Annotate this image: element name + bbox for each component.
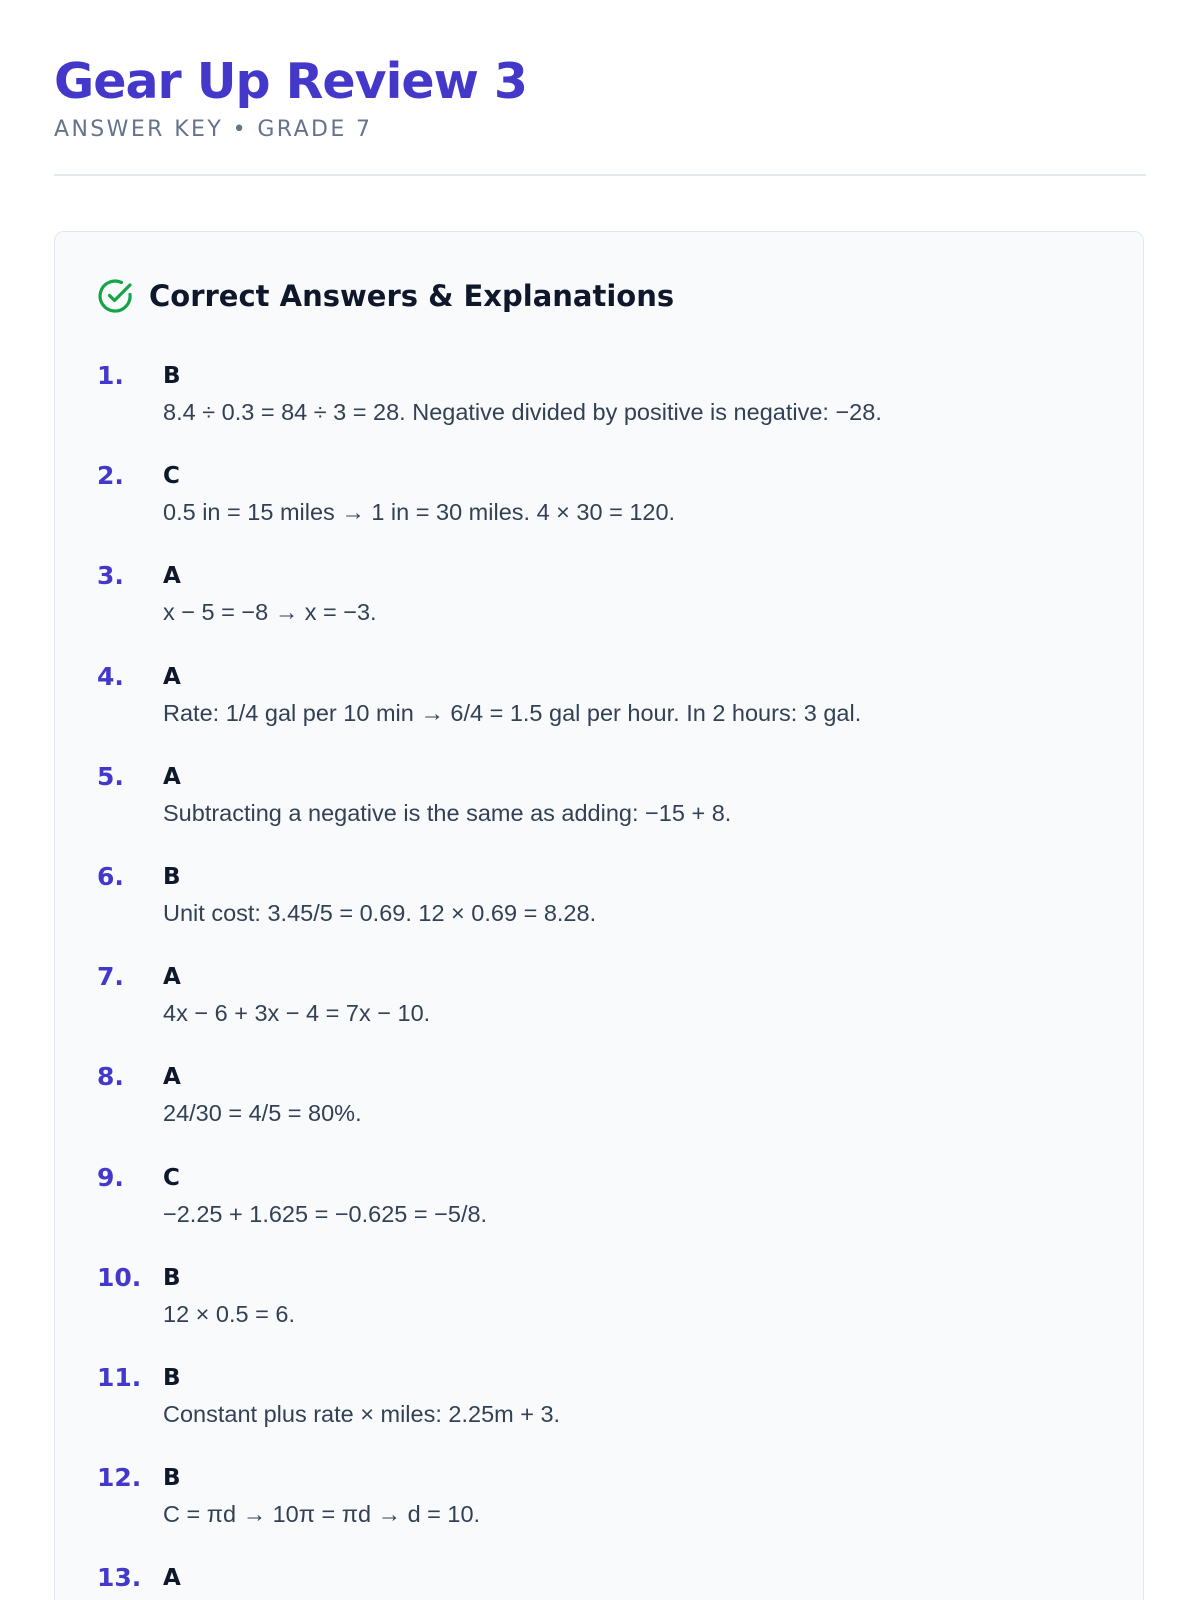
answer-item xyxy=(97,861,1107,961)
answer-item xyxy=(97,661,1107,761)
answer-letter: A xyxy=(163,763,181,790)
answer-number: 4. xyxy=(97,661,124,691)
answer-item xyxy=(97,761,1107,861)
answer-explanation: Rate: 1/4 gal per 10 min → 6/4 = 1.5 gal per hour. In 2 hours: 3 gal. xyxy=(163,699,862,726)
page-title: Gear Up Review 3 xyxy=(54,53,528,110)
answer-number: 10. xyxy=(97,1262,142,1292)
answer-explanation: Subtracting a negative is the same as adding: −15 + 8. xyxy=(163,799,732,826)
answer-explanation: Constant plus rate × miles: 2.25m + 3. xyxy=(163,1401,561,1427)
answer-letter: A xyxy=(163,563,181,590)
answer-item xyxy=(97,961,1107,1061)
page-subtitle: ANSWER KEY • GRADE 7 xyxy=(54,117,373,142)
answer-explanation: 0.5 in = 15 miles → 1 in = 30 miles. 4 × 30 = 120. xyxy=(163,499,676,526)
answer-explanation: x − 5 = −8 → x = −3. xyxy=(163,599,377,626)
answer-explanation: C = πd → 10π = πd → d = 10. xyxy=(163,1501,481,1528)
answer-number: 8. xyxy=(97,1062,124,1092)
answer-letter: C xyxy=(163,463,180,490)
answer-number: 9. xyxy=(97,1162,124,1192)
section-title: Correct Answers & Explanations xyxy=(149,279,675,313)
answer-letter: B xyxy=(163,1264,181,1291)
answer-item xyxy=(97,560,1107,660)
answer-letter: A xyxy=(163,1064,181,1091)
answer-item xyxy=(97,1262,1107,1362)
answer-letter: C xyxy=(163,1164,180,1191)
answer-letter: A xyxy=(163,1565,181,1592)
section-header xyxy=(97,276,674,316)
answer-letter: B xyxy=(163,864,181,890)
answer-number: 1. xyxy=(97,361,124,390)
answer-item xyxy=(97,1562,1107,1600)
answer-number: 6. xyxy=(97,862,124,891)
answer-item xyxy=(97,360,1107,460)
answer-number: 3. xyxy=(97,561,124,591)
answer-letter: B xyxy=(163,363,181,389)
answer-number: 11. xyxy=(97,1363,142,1392)
answer-letter: B xyxy=(163,1465,181,1492)
check-circle-icon xyxy=(97,277,135,315)
answers-card xyxy=(54,231,1144,1600)
answer-letter: A xyxy=(163,663,181,690)
answer-item xyxy=(97,1061,1107,1161)
answer-explanation: −2.25 + 1.625 = −0.625 = −5/8. xyxy=(163,1200,488,1227)
answer-number: 5. xyxy=(97,761,124,791)
answer-item xyxy=(97,460,1107,560)
answer-explanation: Unit cost: 3.45/5 = 0.69. 12 × 0.69 = 8.28. xyxy=(163,900,597,926)
answer-explanation: 24/30 = 4/5 = 80%. xyxy=(163,1100,362,1127)
answer-item xyxy=(97,1362,1107,1462)
answer-explanation: 4x − 6 + 3x − 4 = 7x − 10. xyxy=(163,1000,431,1027)
answer-item xyxy=(97,1162,1107,1262)
answer-letter: B xyxy=(163,1365,181,1391)
answer-explanation: 8.4 ÷ 0.3 = 84 ÷ 3 = 28. Negative divided by positive is negative: −28. xyxy=(163,399,882,425)
answer-item xyxy=(97,1462,1107,1562)
answer-explanation: 12 × 0.5 = 6. xyxy=(163,1300,295,1327)
answer-number: 7. xyxy=(97,962,124,992)
header-divider xyxy=(54,174,1146,176)
answer-letter: A xyxy=(163,964,181,991)
answer-number: 2. xyxy=(97,461,124,491)
answer-number: 13. xyxy=(97,1563,142,1593)
answer-number: 12. xyxy=(97,1463,142,1493)
